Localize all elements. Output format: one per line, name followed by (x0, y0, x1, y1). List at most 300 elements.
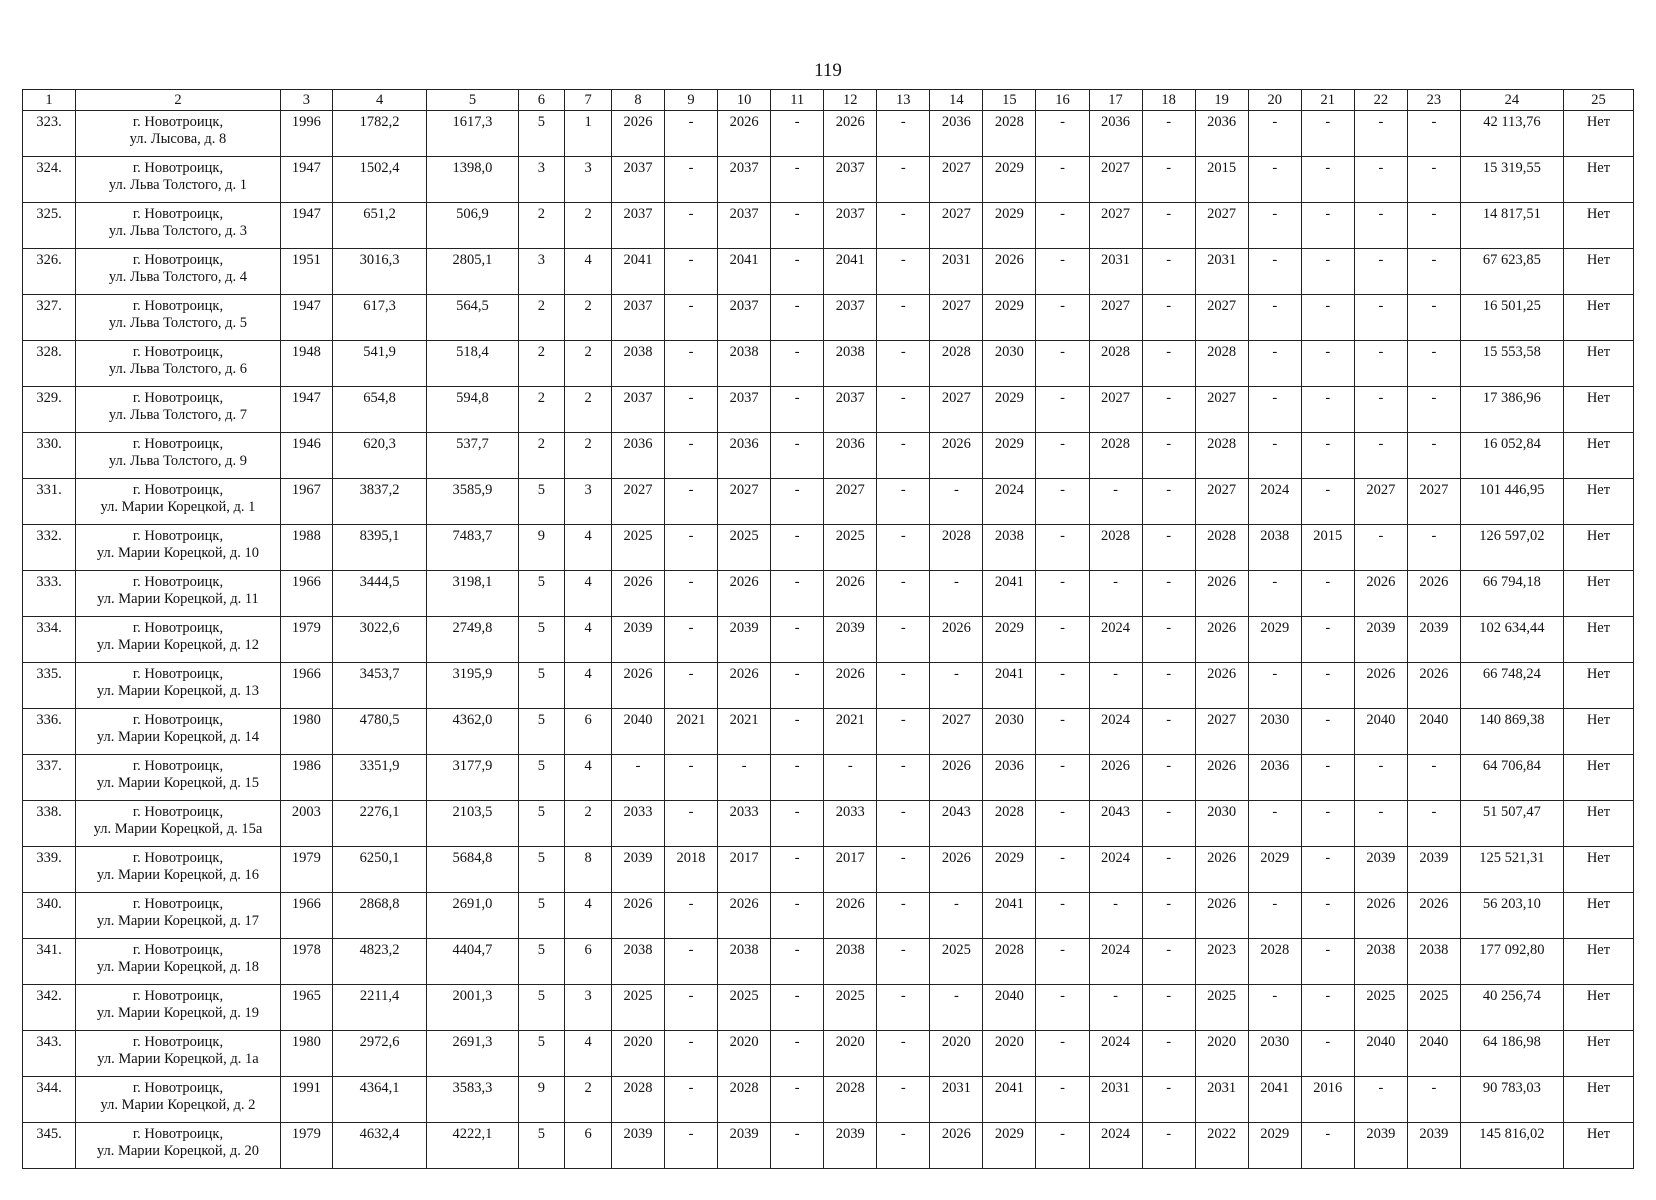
cell-col-3: 1948 (280, 341, 332, 387)
cell-col-23: 2027 (1407, 479, 1460, 525)
row-number-cell: 330. (23, 433, 76, 479)
cell-col-20: 2029 (1248, 1123, 1301, 1169)
cell-col-22: - (1354, 111, 1407, 157)
column-header-23: 23 (1407, 90, 1460, 111)
column-header-13: 13 (877, 90, 930, 111)
address-cell (76, 433, 281, 479)
cell-col-24: 64 706,84 (1460, 755, 1563, 801)
cell-col-14: 2027 (930, 157, 983, 203)
cell-col-21: - (1301, 893, 1354, 939)
column-header-1: 1 (23, 90, 76, 111)
cell-col-9: 2018 (665, 847, 718, 893)
cell-col-9: - (665, 755, 718, 801)
cell-col-8: 2026 (611, 663, 664, 709)
cell-col-17: 2031 (1089, 1077, 1142, 1123)
cell-col-24: 64 186,98 (1460, 1031, 1563, 1077)
cell-col-9: - (665, 479, 718, 525)
address-city: г. Новотроицк, (132, 850, 224, 866)
address-city: г. Новотроицк, (132, 896, 224, 912)
cell-col-3: 1947 (280, 387, 332, 433)
row-number-cell: 336. (23, 709, 76, 755)
row-number-cell: 329. (23, 387, 76, 433)
cell-col-23: - (1407, 341, 1460, 387)
cell-col-18: - (1142, 939, 1195, 985)
row-number-cell: 344. (23, 1077, 76, 1123)
cell-col-3: 1978 (280, 939, 332, 985)
cell-col-5: 2749,8 (427, 617, 518, 663)
address-cell (76, 893, 281, 939)
cell-col-21: - (1301, 755, 1354, 801)
cell-col-20: 2029 (1248, 617, 1301, 663)
cell-col-15: 2041 (983, 893, 1036, 939)
column-header-5: 5 (427, 90, 518, 111)
cell-col-18: - (1142, 111, 1195, 157)
cell-col-24: 140 869,38 (1460, 709, 1563, 755)
cell-col-24: 42 113,76 (1460, 111, 1563, 157)
cell-col-20: 2041 (1248, 1077, 1301, 1123)
cell-col-18: - (1142, 847, 1195, 893)
cell-col-13: - (877, 709, 930, 755)
cell-col-21: - (1301, 709, 1354, 755)
cell-col-13: - (877, 479, 930, 525)
cell-col-12: 2025 (824, 985, 877, 1031)
cell-col-3: 1979 (280, 847, 332, 893)
cell-col-14: 2026 (930, 433, 983, 479)
cell-col-5: 5684,8 (427, 847, 518, 893)
cell-col-3: 1979 (280, 617, 332, 663)
cell-col-21: - (1301, 663, 1354, 709)
cell-col-16: - (1036, 157, 1089, 203)
cell-col-15: 2029 (983, 847, 1036, 893)
cell-col-6: 5 (518, 985, 565, 1031)
cell-col-6: 5 (518, 939, 565, 985)
cell-col-15: 2041 (983, 663, 1036, 709)
cell-col-9: - (665, 939, 718, 985)
cell-col-12: 2037 (824, 387, 877, 433)
cell-col-12: 2037 (824, 295, 877, 341)
row-number-cell: 334. (23, 617, 76, 663)
cell-col-10: 2026 (718, 893, 771, 939)
address-street: ул. Льва Толстого, д. 1 (108, 177, 248, 193)
cell-col-13: - (877, 525, 930, 571)
cell-col-24: 126 597,02 (1460, 525, 1563, 571)
cell-col-21: - (1301, 387, 1354, 433)
cell-col-17: - (1089, 893, 1142, 939)
cell-col-8: 2037 (611, 295, 664, 341)
cell-col-20: - (1248, 801, 1301, 847)
cell-col-23: 2026 (1407, 893, 1460, 939)
column-header-6: 6 (518, 90, 565, 111)
cell-col-14: 2028 (930, 525, 983, 571)
cell-col-9: - (665, 893, 718, 939)
cell-col-20: - (1248, 663, 1301, 709)
cell-col-15: 2029 (983, 1123, 1036, 1169)
cell-col-11: - (771, 203, 824, 249)
cell-col-22: 2039 (1354, 617, 1407, 663)
cell-col-25: Нет (1563, 157, 1633, 203)
cell-col-10: 2036 (718, 433, 771, 479)
cell-col-25: Нет (1563, 525, 1633, 571)
column-header-14: 14 (930, 90, 983, 111)
cell-col-12: 2027 (824, 479, 877, 525)
cell-col-16: - (1036, 295, 1089, 341)
address-street: ул. Льва Толстого, д. 9 (108, 453, 248, 469)
cell-col-15: 2041 (983, 571, 1036, 617)
cell-col-5: 537,7 (427, 433, 518, 479)
cell-col-10: 2025 (718, 525, 771, 571)
address-street: ул. Льва Толстого, д. 5 (108, 315, 248, 331)
address-city: г. Новотроицк, (132, 528, 224, 544)
cell-col-11: - (771, 1123, 824, 1169)
cell-col-8: 2038 (611, 341, 664, 387)
row-number-cell: 339. (23, 847, 76, 893)
cell-col-25: Нет (1563, 801, 1633, 847)
row-number-cell: 335. (23, 663, 76, 709)
cell-col-7: 6 (565, 709, 612, 755)
cell-col-16: - (1036, 1123, 1089, 1169)
cell-col-15: 2029 (983, 433, 1036, 479)
cell-col-18: - (1142, 801, 1195, 847)
cell-col-13: - (877, 801, 930, 847)
cell-col-23: - (1407, 387, 1460, 433)
cell-col-4: 6250,1 (332, 847, 426, 893)
cell-col-23: - (1407, 801, 1460, 847)
cell-col-17: 2024 (1089, 1123, 1142, 1169)
row-number-cell: 323. (23, 111, 76, 157)
cell-col-3: 1947 (280, 295, 332, 341)
cell-col-24: 16 501,25 (1460, 295, 1563, 341)
address-cell (76, 617, 281, 663)
address-city: г. Новотроицк, (132, 1126, 224, 1142)
cell-col-16: - (1036, 111, 1089, 157)
address-street: ул. Льва Толстого, д. 3 (108, 223, 248, 239)
cell-col-15: 2029 (983, 617, 1036, 663)
table-body (23, 111, 1634, 1169)
cell-col-18: - (1142, 1077, 1195, 1123)
cell-col-23: 2040 (1407, 709, 1460, 755)
address-street: ул. Марии Корецкой, д. 19 (96, 1005, 260, 1021)
cell-col-17: 2027 (1089, 295, 1142, 341)
cell-col-9: - (665, 571, 718, 617)
cell-col-9: - (665, 801, 718, 847)
column-header-4: 4 (332, 90, 426, 111)
cell-col-4: 1502,4 (332, 157, 426, 203)
cell-col-25: Нет (1563, 893, 1633, 939)
column-header-25: 25 (1563, 90, 1633, 111)
cell-col-23: 2039 (1407, 617, 1460, 663)
cell-col-17: 2024 (1089, 847, 1142, 893)
table-row (23, 295, 1634, 341)
address-city: г. Новотроицк, (132, 252, 224, 268)
column-header-10: 10 (718, 90, 771, 111)
cell-col-6: 5 (518, 571, 565, 617)
cell-col-9: - (665, 341, 718, 387)
cell-col-9: - (665, 663, 718, 709)
cell-col-17: 2027 (1089, 157, 1142, 203)
cell-col-5: 3177,9 (427, 755, 518, 801)
cell-col-3: 1966 (280, 893, 332, 939)
cell-col-5: 4362,0 (427, 709, 518, 755)
address-street: ул. Льва Толстого, д. 4 (108, 269, 248, 285)
table-row (23, 433, 1634, 479)
address-city: г. Новотроицк, (132, 758, 224, 774)
cell-col-25: Нет (1563, 663, 1633, 709)
cell-col-6: 5 (518, 617, 565, 663)
address-cell (76, 985, 281, 1031)
cell-col-22: - (1354, 387, 1407, 433)
cell-col-13: - (877, 111, 930, 157)
cell-col-10: 2027 (718, 479, 771, 525)
table-row (23, 111, 1634, 157)
cell-col-21: - (1301, 157, 1354, 203)
address-city: г. Новотроицк, (132, 620, 224, 636)
cell-col-19: 2031 (1195, 249, 1248, 295)
cell-col-19: 2028 (1195, 525, 1248, 571)
cell-col-12: 2026 (824, 111, 877, 157)
table-row (23, 479, 1634, 525)
cell-col-10: 2037 (718, 295, 771, 341)
cell-col-15: 2030 (983, 709, 1036, 755)
cell-col-3: 1980 (280, 709, 332, 755)
cell-col-11: - (771, 617, 824, 663)
cell-col-11: - (771, 755, 824, 801)
cell-col-4: 2868,8 (332, 893, 426, 939)
cell-col-20: - (1248, 571, 1301, 617)
cell-col-3: 1951 (280, 249, 332, 295)
cell-col-6: 2 (518, 295, 565, 341)
cell-col-6: 5 (518, 755, 565, 801)
cell-col-13: - (877, 1123, 930, 1169)
cell-col-25: Нет (1563, 387, 1633, 433)
address-city: г. Новотроицк, (132, 666, 224, 682)
table-row (23, 939, 1634, 985)
cell-col-11: - (771, 249, 824, 295)
cell-col-10: 2039 (718, 1123, 771, 1169)
cell-col-22: - (1354, 525, 1407, 571)
cell-col-22: - (1354, 801, 1407, 847)
cell-col-19: 2015 (1195, 157, 1248, 203)
cell-col-12: 2037 (824, 203, 877, 249)
cell-col-17: - (1089, 479, 1142, 525)
cell-col-22: - (1354, 341, 1407, 387)
cell-col-9: - (665, 111, 718, 157)
cell-col-12: 2020 (824, 1031, 877, 1077)
cell-col-19: 2028 (1195, 433, 1248, 479)
cell-col-9: 2021 (665, 709, 718, 755)
address-city: г. Новотроицк, (132, 804, 224, 820)
cell-col-16: - (1036, 249, 1089, 295)
cell-col-10: 2038 (718, 341, 771, 387)
cell-col-24: 56 203,10 (1460, 893, 1563, 939)
cell-col-8: 2037 (611, 203, 664, 249)
row-number-cell: 345. (23, 1123, 76, 1169)
cell-col-25: Нет (1563, 249, 1633, 295)
cell-col-8: 2037 (611, 387, 664, 433)
address-street: ул. Марии Корецкой, д. 15а (93, 821, 263, 837)
cell-col-4: 651,2 (332, 203, 426, 249)
cell-col-16: - (1036, 985, 1089, 1031)
cell-col-24: 66 794,18 (1460, 571, 1563, 617)
cell-col-19: 2022 (1195, 1123, 1248, 1169)
cell-col-22: 2040 (1354, 1031, 1407, 1077)
cell-col-15: 2024 (983, 479, 1036, 525)
cell-col-24: 16 052,84 (1460, 433, 1563, 479)
cell-col-19: 2028 (1195, 341, 1248, 387)
cell-col-5: 518,4 (427, 341, 518, 387)
table-header-row (23, 90, 1634, 111)
cell-col-14: 2026 (930, 755, 983, 801)
cell-col-18: - (1142, 571, 1195, 617)
cell-col-8: 2033 (611, 801, 664, 847)
row-number-cell: 338. (23, 801, 76, 847)
cell-col-23: - (1407, 203, 1460, 249)
cell-col-8: 2041 (611, 249, 664, 295)
cell-col-6: 2 (518, 433, 565, 479)
cell-col-15: 2038 (983, 525, 1036, 571)
cell-col-9: - (665, 617, 718, 663)
cell-col-23: - (1407, 1077, 1460, 1123)
cell-col-16: - (1036, 893, 1089, 939)
column-header-16: 16 (1036, 90, 1089, 111)
cell-col-5: 7483,7 (427, 525, 518, 571)
address-street: ул. Льва Толстого, д. 6 (108, 361, 248, 377)
table-row (23, 801, 1634, 847)
cell-col-11: - (771, 847, 824, 893)
cell-col-11: - (771, 295, 824, 341)
cell-col-15: 2029 (983, 295, 1036, 341)
table-row (23, 387, 1634, 433)
cell-col-24: 40 256,74 (1460, 985, 1563, 1031)
cell-col-14: - (930, 985, 983, 1031)
cell-col-6: 2 (518, 387, 565, 433)
column-header-18: 18 (1142, 90, 1195, 111)
cell-col-19: 2027 (1195, 387, 1248, 433)
cell-col-6: 3 (518, 249, 565, 295)
cell-col-18: - (1142, 617, 1195, 663)
cell-col-3: 1946 (280, 433, 332, 479)
cell-col-14: 2027 (930, 203, 983, 249)
cell-col-24: 177 092,80 (1460, 939, 1563, 985)
cell-col-17: 2043 (1089, 801, 1142, 847)
address-street: ул. Марии Корецкой, д. 13 (96, 683, 260, 699)
cell-col-16: - (1036, 1031, 1089, 1077)
cell-col-20: 2030 (1248, 709, 1301, 755)
cell-col-7: 4 (565, 617, 612, 663)
cell-col-24: 51 507,47 (1460, 801, 1563, 847)
cell-col-14: 2027 (930, 387, 983, 433)
cell-col-13: - (877, 249, 930, 295)
cell-col-24: 15 553,58 (1460, 341, 1563, 387)
cell-col-18: - (1142, 709, 1195, 755)
row-number-cell: 337. (23, 755, 76, 801)
cell-col-7: 4 (565, 571, 612, 617)
cell-col-10: 2017 (718, 847, 771, 893)
cell-col-5: 3195,9 (427, 663, 518, 709)
cell-col-13: - (877, 1077, 930, 1123)
column-header-12: 12 (824, 90, 877, 111)
cell-col-14: 2026 (930, 617, 983, 663)
cell-col-12: 2028 (824, 1077, 877, 1123)
row-number-cell: 342. (23, 985, 76, 1031)
address-street: ул. Марии Корецкой, д. 10 (96, 545, 260, 561)
column-header-22: 22 (1354, 90, 1407, 111)
cell-col-22: - (1354, 755, 1407, 801)
cell-col-12: 2039 (824, 617, 877, 663)
cell-col-19: 2025 (1195, 985, 1248, 1031)
cell-col-23: 2039 (1407, 1123, 1460, 1169)
cell-col-12: 2038 (824, 939, 877, 985)
cell-col-21: - (1301, 249, 1354, 295)
table-row (23, 1123, 1634, 1169)
cell-col-14: 2031 (930, 1077, 983, 1123)
cell-col-6: 5 (518, 1031, 565, 1077)
address-city: г. Новотроицк, (132, 712, 224, 728)
cell-col-23: - (1407, 157, 1460, 203)
cell-col-20: - (1248, 433, 1301, 479)
cell-col-8: 2027 (611, 479, 664, 525)
cell-col-17: 2036 (1089, 111, 1142, 157)
address-cell (76, 157, 281, 203)
cell-col-20: 2036 (1248, 755, 1301, 801)
cell-col-8: 2028 (611, 1077, 664, 1123)
cell-col-20: 2030 (1248, 1031, 1301, 1077)
cell-col-6: 5 (518, 801, 565, 847)
cell-col-17: 2027 (1089, 387, 1142, 433)
address-city: г. Новотроицк, (132, 942, 224, 958)
address-cell (76, 847, 281, 893)
cell-col-9: - (665, 433, 718, 479)
cell-col-21: - (1301, 479, 1354, 525)
address-city: г. Новотроицк, (132, 1080, 224, 1096)
cell-col-21: - (1301, 1123, 1354, 1169)
address-street: ул. Марии Корецкой, д. 1а (97, 1051, 259, 1067)
cell-col-24: 17 386,96 (1460, 387, 1563, 433)
cell-col-20: - (1248, 203, 1301, 249)
cell-col-14: 2028 (930, 341, 983, 387)
cell-col-4: 617,3 (332, 295, 426, 341)
cell-col-18: - (1142, 663, 1195, 709)
cell-col-16: - (1036, 801, 1089, 847)
cell-col-14: 2043 (930, 801, 983, 847)
cell-col-13: - (877, 617, 930, 663)
cell-col-20: - (1248, 249, 1301, 295)
cell-col-22: 2026 (1354, 571, 1407, 617)
column-header-17: 17 (1089, 90, 1142, 111)
cell-col-14: - (930, 663, 983, 709)
row-number-cell: 343. (23, 1031, 76, 1077)
cell-col-19: 2027 (1195, 295, 1248, 341)
cell-col-4: 3016,3 (332, 249, 426, 295)
cell-col-3: 1947 (280, 157, 332, 203)
cell-col-22: 2027 (1354, 479, 1407, 525)
cell-col-6: 9 (518, 1077, 565, 1123)
cell-col-10: 2028 (718, 1077, 771, 1123)
cell-col-16: - (1036, 433, 1089, 479)
address-street: ул. Марии Корецкой, д. 1 (100, 499, 256, 515)
cell-col-19: 2020 (1195, 1031, 1248, 1077)
cell-col-25: Нет (1563, 203, 1633, 249)
page-number: 119 (814, 60, 842, 81)
cell-col-22: 2026 (1354, 663, 1407, 709)
address-city: г. Новотроицк, (132, 206, 224, 222)
cell-col-20: 2024 (1248, 479, 1301, 525)
cell-col-21: - (1301, 203, 1354, 249)
cell-col-5: 2103,5 (427, 801, 518, 847)
cell-col-21: 2015 (1301, 525, 1354, 571)
cell-col-18: - (1142, 1031, 1195, 1077)
cell-col-8: 2026 (611, 893, 664, 939)
cell-col-15: 2030 (983, 341, 1036, 387)
